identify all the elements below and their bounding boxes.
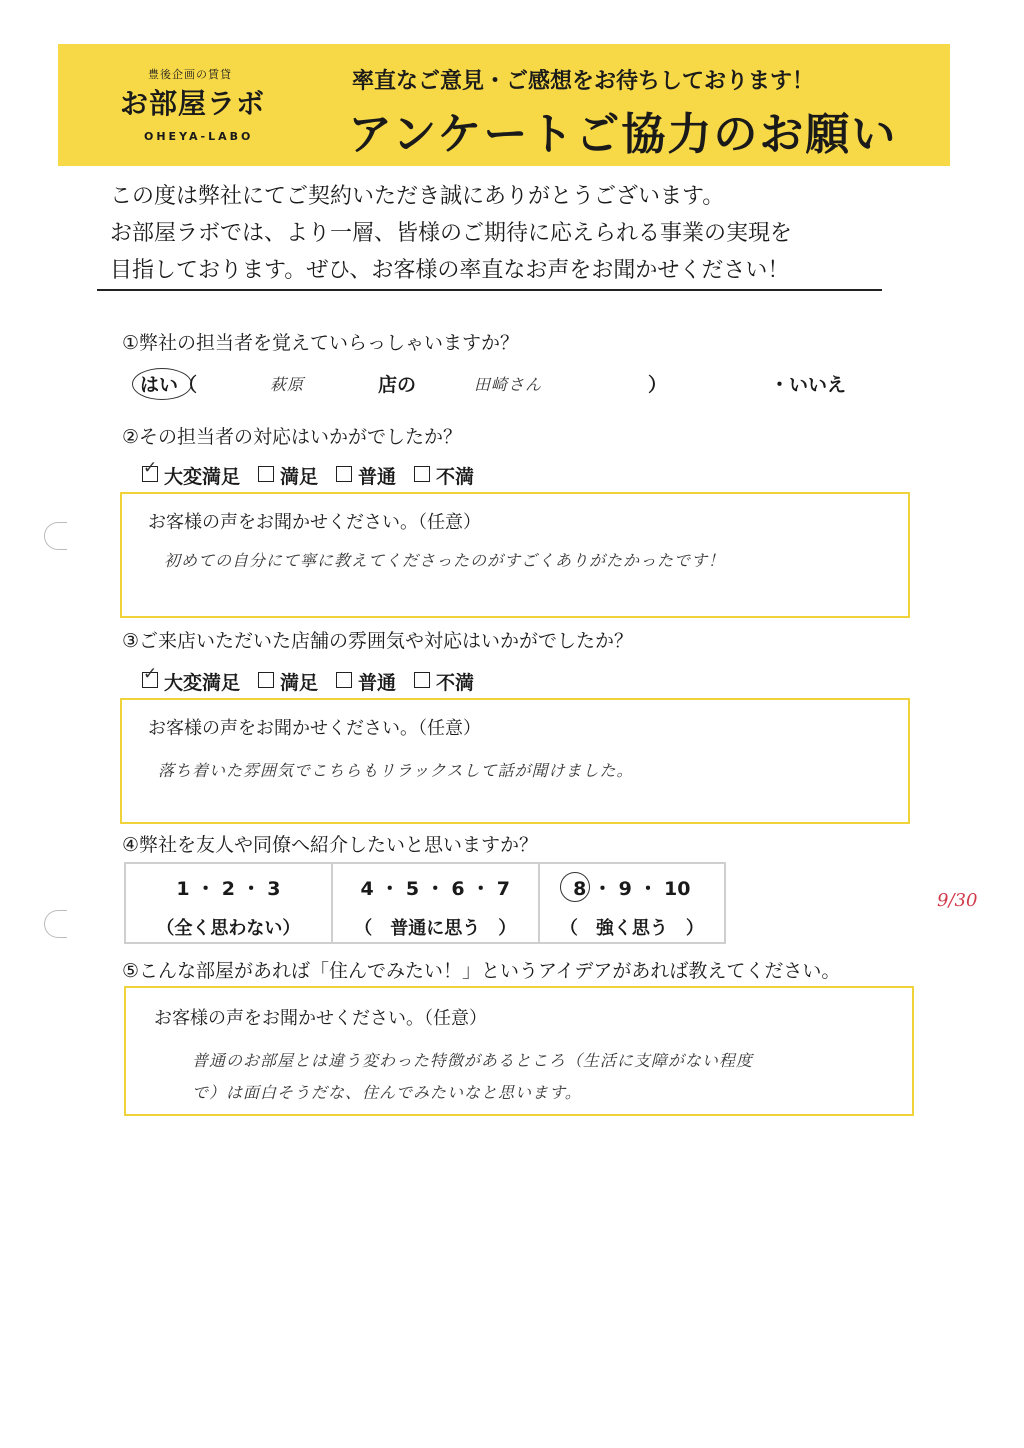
q5-comment-line: 普通のお部屋とは違う変わった特徴があるところ（生活に支障がない程度 [192,1051,753,1070]
rating-numbers: 4 ・ 5 ・ 6 ・ 7 [360,878,511,900]
intro-line: この度は弊社にてご契約いただき誠にありがとうございます。 [110,184,725,209]
rating-caption: （ 強く思う ） [559,918,704,939]
q3-option-checkbox[interactable]: 普通 [336,668,396,695]
q5-comment-line: で）は面白そうだな、住んでみたいなと思います。 [192,1083,582,1102]
q4-question: ④弊社を友人や同僚へ紹介したいと思いますか？ [122,834,539,856]
q1-question: ①弊社の担当者を覚えていらっしゃいますか？ [122,332,520,354]
comment-label: お客様の声をお聞かせください。（任意） [154,1008,487,1029]
q3-comment-box[interactable] [120,698,910,824]
q3-option-checkbox[interactable]: 大変満足 ✓ [142,668,240,695]
q1-no-option[interactable]: ・いいえ [770,374,847,396]
q3-option-checkbox[interactable]: 満足 [258,668,318,695]
rating-group[interactable] [333,862,540,944]
q2-comment-text: 初めての自分にて寧に教えてくださったのがすごくありがたかったです！ [164,551,726,570]
q2-question: ②その担当者の対応はいかがでしたか？ [122,426,463,448]
q1-close-paren: ） [648,374,668,396]
header-tagline: 率直なご意見・ご感想をお待ちしております！ [352,69,815,94]
q1-staff-name: 田崎さん [474,375,543,394]
rating-numbers: 1 ・ 2 ・ 3 [176,878,281,900]
punch-hole [44,910,67,938]
rating-numbers: 8 ・ 9 ・ 10 [573,878,691,900]
q2-option-checkbox[interactable]: 大変満足 ✓ [142,462,240,489]
divider [97,289,882,291]
intro-text [110,178,910,289]
rating-scale [124,862,726,944]
q3-options [142,668,474,695]
header-banner [58,44,950,166]
rating-caption: （ 普通に思う ） [354,918,517,939]
q1-store-name: 萩原 [270,375,305,394]
q2-option-checkbox[interactable]: 普通 [336,462,396,489]
logo-tagline: 豊後企画の賃貸 [148,68,232,81]
punch-hole [44,522,67,550]
q5-comment-box[interactable] [124,986,914,1116]
rating-group[interactable] [540,862,726,944]
q3-question: ③ご来店いただいた店舗の雰囲気や対応はいかがでしたか？ [122,630,634,652]
q2-options [142,462,474,489]
logo-romaji: OHEYA-LABO [144,130,254,143]
q2-option-checkbox[interactable]: 満足 [258,462,318,489]
logo-name: お部屋ラボ [120,87,266,120]
rating-group[interactable] [124,862,333,944]
rating-caption: （全く思わない） [156,918,301,939]
q3-comment-text: 落ち着いた雰囲気でこちらもリラックスして話が聞けました。 [158,761,634,780]
margin-note: 9/30 [937,890,978,911]
comment-label: お客様の声をお聞かせください。（任意） [148,718,481,739]
intro-line: お部屋ラボでは、より一層、皆様のご期待に応えられる事業の実現を [110,221,793,246]
q2-option-checkbox[interactable]: 不満 [414,462,474,489]
q1-store-suffix: 店の [378,374,417,396]
q3-option-checkbox[interactable]: 不満 [414,668,474,695]
q5-question: ⑤こんな部屋があれば「住んでみたい！」というアイデアがあれば教えてください。 [122,960,841,982]
comment-label: お客様の声をお聞かせください。（任意） [148,512,481,533]
q1-yes-option[interactable]: はい（ [140,374,198,396]
q2-comment-box[interactable] [120,492,910,618]
page-title: アンケートご協力のお願い [348,109,898,160]
intro-line: 目指しております。ぜひ、お客様の率直なお声をお聞かせください！ [110,258,790,283]
